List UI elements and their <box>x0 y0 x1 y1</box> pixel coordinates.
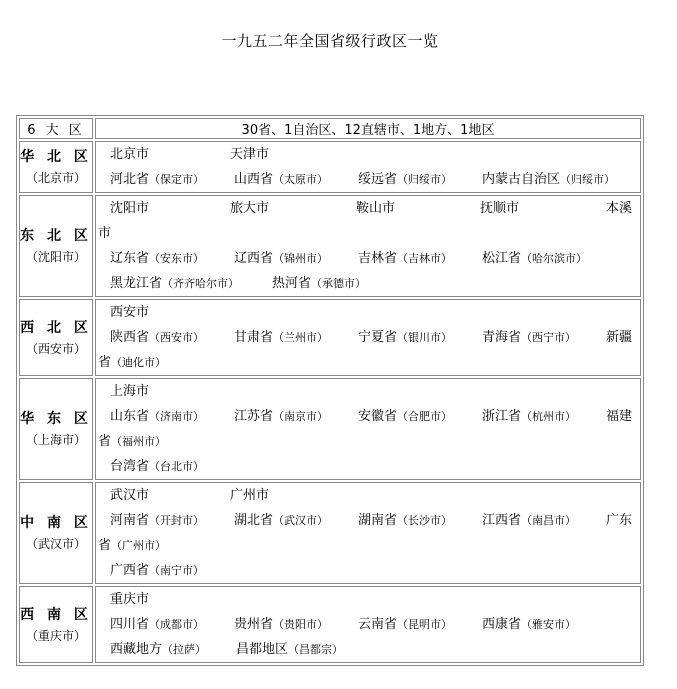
municipality: 沈阳市 <box>110 201 150 216</box>
municipality: 天津市 <box>230 147 270 162</box>
region-cell <box>19 482 93 584</box>
province-name: 新疆 <box>606 330 633 345</box>
province-capital: （武汉市） <box>273 514 329 527</box>
province-name: 贵州省 <box>234 617 274 632</box>
region-capital: （上海市） <box>25 433 86 447</box>
region-content <box>95 299 641 376</box>
province <box>234 612 358 637</box>
province-name: 山东省 <box>110 409 150 424</box>
content-line <box>98 429 638 454</box>
province-capital: （济南市） <box>149 410 205 423</box>
region-name: 华 东 区 <box>20 411 92 427</box>
content-line <box>98 167 638 192</box>
content-line <box>98 404 638 429</box>
province-name: 湖北省 <box>234 513 274 528</box>
province-name: 甘肃省 <box>234 330 274 345</box>
province <box>482 404 606 429</box>
province-name: 福建 <box>606 409 633 424</box>
content-line <box>98 142 638 167</box>
province <box>482 612 576 637</box>
province-name: 内蒙古自治区 <box>482 172 561 187</box>
province-name: 省 <box>98 538 112 553</box>
content-line <box>98 246 638 271</box>
province-name: 河北省 <box>110 172 150 187</box>
province-capital: （昆明市） <box>397 618 453 631</box>
municipality: 西安市 <box>110 305 150 320</box>
province-capital: （长沙市） <box>397 514 453 527</box>
province <box>236 637 343 662</box>
province <box>110 404 234 429</box>
province-capital: （迪化市） <box>111 356 167 369</box>
table-row <box>19 195 641 297</box>
content-line <box>98 454 638 479</box>
region-capital: （重庆市） <box>25 628 86 643</box>
content-line <box>98 379 638 404</box>
municipality: 市 <box>98 226 112 241</box>
table-row <box>19 482 641 584</box>
region-name: 西 南 区 <box>20 606 92 623</box>
province-name: 吉林省 <box>358 251 398 266</box>
content-line <box>98 300 638 325</box>
province-capital: （锦州市） <box>273 252 329 265</box>
province-name: 热河省 <box>272 276 312 291</box>
province-name: 江西省 <box>482 513 522 528</box>
province <box>110 558 204 583</box>
province-capital: （西安市） <box>149 331 205 344</box>
region-name: 西 北 区 <box>20 319 92 336</box>
province <box>98 429 166 454</box>
region-content <box>95 141 641 193</box>
region-cell <box>19 586 93 663</box>
content-line <box>98 221 638 246</box>
municipality: 武汉市 <box>110 488 150 503</box>
province-capital: （南宁市） <box>149 564 205 577</box>
province <box>482 167 615 192</box>
province-name: 青海省 <box>482 330 522 345</box>
province-name: 西藏地方 <box>110 642 163 657</box>
region-capital: （武汉市） <box>25 537 86 551</box>
region-content <box>95 586 641 663</box>
province-capital: （南昌市） <box>521 514 577 527</box>
region-cell <box>19 378 93 480</box>
province-capital: （安东市） <box>149 252 205 265</box>
region-capital: （西安市） <box>25 341 86 356</box>
municipality: 上海市 <box>110 384 150 399</box>
province <box>110 325 234 350</box>
province-name: 黑龙江省 <box>110 276 163 291</box>
province-name: 陕西省 <box>110 330 150 345</box>
province <box>358 404 482 429</box>
table-row <box>19 141 641 193</box>
province <box>98 533 166 558</box>
province <box>110 271 272 296</box>
province <box>358 246 482 271</box>
municipality: 鞍山市 <box>356 201 396 216</box>
content-line <box>98 196 638 221</box>
province <box>110 454 204 479</box>
province <box>110 612 234 637</box>
municipality: 北京市 <box>110 147 150 162</box>
province <box>98 350 166 375</box>
region-content <box>95 482 641 584</box>
region-content <box>95 378 641 480</box>
province <box>110 167 234 192</box>
province <box>272 271 366 296</box>
content-line <box>98 508 638 533</box>
province-capital: （拉萨） <box>162 643 207 656</box>
province-name: 湖南省 <box>358 513 398 528</box>
province-name: 台湾省 <box>110 459 150 474</box>
province <box>482 325 606 350</box>
province-name: 四川省 <box>110 617 150 632</box>
province-capital: （合肥市） <box>397 410 453 423</box>
province-name: 昌都地区 <box>236 642 289 657</box>
content-line <box>98 587 638 612</box>
province-capital: （保定市） <box>149 173 205 186</box>
province-name: 松江省 <box>482 251 522 266</box>
page-title: 一九五二年全国省级行政区一览 <box>221 32 439 50</box>
region-table <box>16 115 644 666</box>
province <box>358 167 482 192</box>
region-name: 华 北 区 <box>20 149 92 165</box>
province <box>358 612 482 637</box>
province <box>110 637 236 662</box>
region-name: 中 南 区 <box>20 515 92 531</box>
province-capital: （台北市） <box>149 460 205 473</box>
province <box>234 246 358 271</box>
region-cell <box>19 141 93 193</box>
municipality: 抚顺市 <box>480 201 520 216</box>
province-name: 省 <box>98 355 112 370</box>
province-capital: （广州市） <box>111 539 167 552</box>
province-name: 绥远省 <box>358 172 398 187</box>
province-capital: （太原市） <box>273 173 329 186</box>
province-capital: （哈尔滨市） <box>521 252 588 265</box>
province-capital: （西宁市） <box>521 331 577 344</box>
table-row <box>19 299 641 376</box>
province-capital: （贵阳市） <box>273 618 329 631</box>
province-name: 江苏省 <box>234 409 274 424</box>
content-line <box>98 350 638 375</box>
municipality: 旅大市 <box>230 201 270 216</box>
province-name: 西康省 <box>482 617 522 632</box>
province-capital: （归绥市） <box>397 173 453 186</box>
province <box>482 246 587 271</box>
municipality: 广州市 <box>230 488 270 503</box>
region-capital: （北京市） <box>25 171 86 185</box>
province-capital: （昌都宗） <box>288 643 344 656</box>
province-name: 云南省 <box>358 617 398 632</box>
province <box>234 325 358 350</box>
content-line <box>98 533 638 558</box>
province-name: 山西省 <box>234 172 274 187</box>
province <box>482 508 606 533</box>
province-name: 宁夏省 <box>358 330 398 345</box>
region-cell <box>19 195 93 297</box>
content-line <box>98 325 638 350</box>
province-capital: （开封市） <box>149 514 205 527</box>
province <box>110 508 234 533</box>
content-line <box>98 483 638 508</box>
province-name: 辽西省 <box>234 251 274 266</box>
province <box>234 404 358 429</box>
province-capital: （南京市） <box>273 410 329 423</box>
province-capital: （承德市） <box>311 277 367 290</box>
header-regions: 6 大 区 <box>19 118 93 139</box>
content-line <box>98 271 638 296</box>
province-name: 辽东省 <box>110 251 150 266</box>
region-capital: （沈阳市） <box>25 250 86 264</box>
region-cell <box>19 299 93 376</box>
province <box>358 325 482 350</box>
municipality: 重庆市 <box>110 592 150 607</box>
province-capital: （雅安市） <box>521 618 577 631</box>
province-name: 安徽省 <box>358 409 398 424</box>
table-row <box>19 586 641 663</box>
province-name: 广西省 <box>110 563 150 578</box>
province-capital: （银川市） <box>397 331 453 344</box>
province-capital: （福州市） <box>111 435 167 448</box>
province <box>358 508 482 533</box>
table-header-row <box>19 118 641 139</box>
region-name: 东 北 区 <box>20 228 92 244</box>
province <box>234 508 358 533</box>
municipality: 本溪 <box>606 201 633 216</box>
province-capital: （杭州市） <box>521 410 577 423</box>
province-name: 省 <box>98 434 112 449</box>
province <box>110 246 234 271</box>
province-capital: （兰州市） <box>273 331 329 344</box>
content-line <box>98 612 638 637</box>
content-line <box>98 637 638 662</box>
content-line <box>98 558 638 583</box>
province-capital: （吉林市） <box>397 252 453 265</box>
province-name: 广东 <box>606 513 633 528</box>
table-row <box>19 378 641 480</box>
province-capital: （齐齐哈尔市） <box>162 277 240 290</box>
province-name: 浙江省 <box>482 409 522 424</box>
province-capital: （成都市） <box>149 618 205 631</box>
province <box>234 167 358 192</box>
region-content <box>95 195 641 297</box>
province-name: 河南省 <box>110 513 150 528</box>
header-summary: 30省、1自治区、12直辖市、1地方、1地区 <box>95 118 641 139</box>
province-capital: （归绥市） <box>560 173 616 186</box>
